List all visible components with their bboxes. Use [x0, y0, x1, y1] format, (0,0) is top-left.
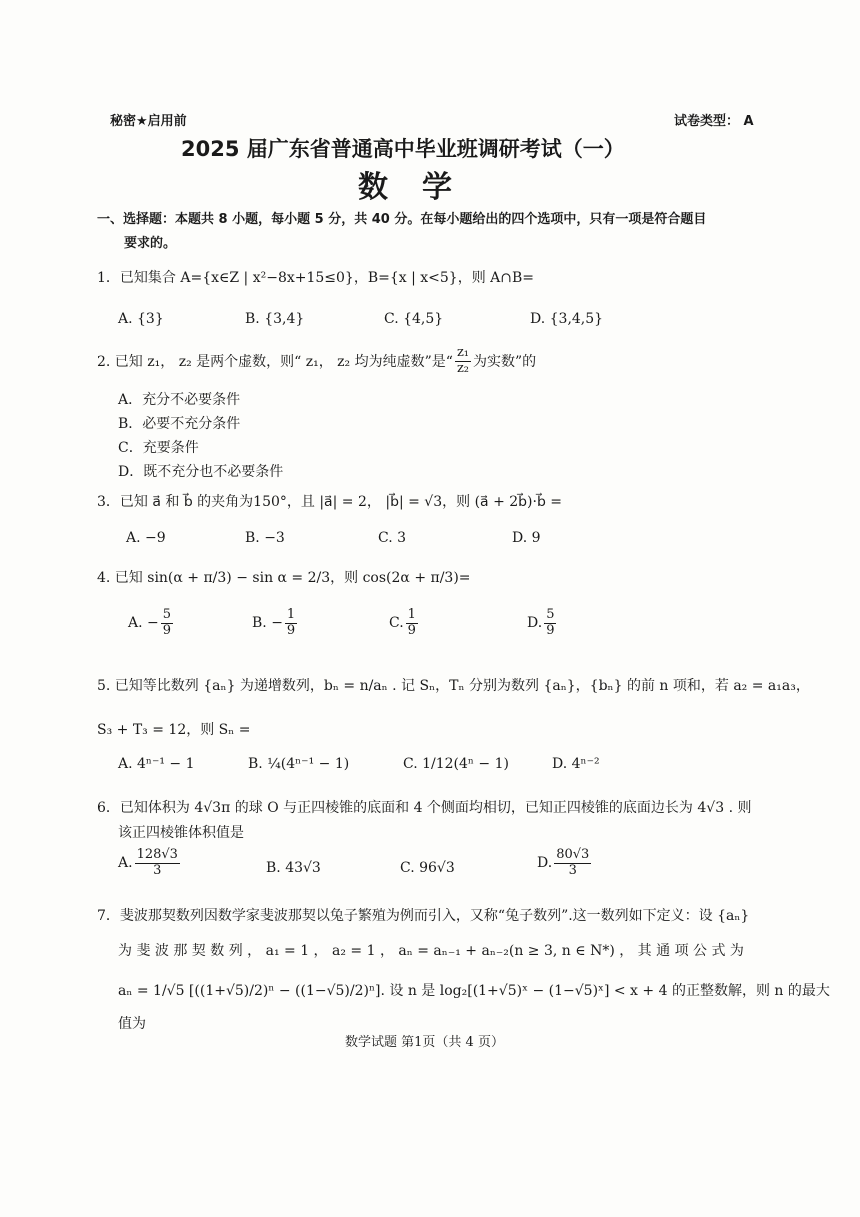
question-5-option-c: C. 1/12(4ⁿ − 1) [403, 756, 509, 772]
question-4-option-a-label: A. − [128, 615, 159, 632]
question-6-option-d-numerator: 80√3 [556, 847, 590, 862]
question-4-option-a-denominator: 9 [162, 622, 172, 638]
question-3-option-d: D. 9 [512, 530, 541, 546]
question-7-line4: 值为 [118, 1016, 146, 1032]
question-3-option-b: B. −3 [245, 530, 285, 546]
question-4-option-a-numerator: 5 [162, 607, 172, 622]
question-3-stem: 3．已知 a⃗ 和 b⃗ 的夹角为150°，且 |a⃗| = 2， |b⃗| = √3，则 (a⃗ + 2b⃗)·b⃗ = [97, 494, 563, 510]
subject-title: 数 学 [358, 170, 454, 205]
question-4-stem: 4. 已知 sin(α + π/3) − sin α = 2/3，则 cos(2α + π/3)= [97, 570, 471, 586]
question-2-option-d: D．既不充分也不必要条件 [118, 464, 284, 480]
page-footer: 数学试题 第1页（共 4 页） [345, 1035, 504, 1050]
question-5-stem-line1: 5. 已知等比数列 {aₙ} 为递增数列，bₙ = n/aₙ . 记 Sₙ，Tₙ 分别为数列 {aₙ}，{bₙ} 的前 n 项和，若 a₂ = a₁a₃， [97, 678, 810, 694]
question-3-option-c: C. 3 [378, 530, 407, 546]
exam-type-label: 试卷类型： A [674, 114, 754, 129]
question-6-option-c: C. 96√3 [400, 860, 455, 876]
confidential-label: 秘密★启用前 [110, 114, 187, 129]
question-4-option-d-label: D. [527, 615, 543, 632]
question-5-option-d: D. 4ⁿ⁻² [552, 756, 600, 772]
question-5-option-a: A. 4ⁿ⁻¹ − 1 [118, 756, 195, 772]
question-4-option-b-denominator: 9 [286, 622, 296, 638]
question-4-option-b-numerator: 1 [286, 607, 296, 622]
question-4-option-b [252, 608, 299, 639]
question-6-option-d [537, 848, 593, 879]
question-6-option-a-denominator: 3 [153, 862, 162, 878]
question-4-option-c-numerator: 1 [407, 607, 416, 622]
section-instruction-line1: 一、选择题：本题共 8 小题，每小题 5 分，共 40 分。在每小题给出的四个选项中，只有一项是符合题目 [97, 212, 707, 227]
question-7-line2: 为 斐 波 那 契 数 列 ， a₁ = 1 ， a₂ = 1 ， aₙ = aₙ₋₁ + aₙ₋₂(n ≥ 3, n ∈ N*) ， 其 通 项 公 式 为 [118, 943, 744, 959]
question-4-option-a [128, 608, 175, 639]
question-2-option-b: B．必要不充分条件 [118, 416, 241, 432]
question-1-option-c: C. {4,5} [384, 311, 444, 327]
question-6-option-a [118, 848, 182, 879]
question-2-fraction-numerator: z₁ [456, 345, 469, 360]
question-2-stem-pre: 2. 已知 z₁， z₂ 是两个虚数，则“ z₁， z₂ 均为纯虚数”是“ [97, 354, 453, 371]
question-2-fraction [455, 346, 471, 377]
question-1-option-b: B. {3,4} [245, 311, 305, 327]
question-6-option-a-label: A. [118, 855, 133, 872]
question-6-option-a-numerator: 128√3 [136, 847, 178, 862]
question-4-option-c-denominator: 9 [407, 622, 416, 638]
question-6-stem-line1: 6．已知体积为 4√3π 的球 O 与正四棱锥的底面和 4 个侧面均相切，已知正四棱锥的底面边长为 4√3 . 则 [97, 800, 752, 816]
question-1-option-a: A. {3} [118, 311, 164, 327]
question-2-stem-post: 为实数”的 [473, 354, 537, 371]
exam-title: 2025 届广东省普通高中毕业班调研考试（一） [181, 137, 625, 161]
question-4-option-b-label: B. − [252, 615, 283, 632]
question-6-option-d-label: D. [537, 855, 553, 872]
question-6-option-d-denominator: 3 [568, 862, 577, 878]
question-2-option-c: C．充要条件 [118, 440, 199, 456]
question-4-option-d [527, 608, 558, 639]
question-1-option-d: D. {3,4,5} [530, 311, 604, 327]
question-4-option-c [389, 608, 420, 639]
question-2-fraction-denominator: z₂ [456, 360, 469, 376]
question-4-option-d-numerator: 5 [546, 607, 555, 622]
question-2-option-a: A．充分不必要条件 [118, 392, 241, 408]
question-5-stem-line2: S₃ + T₃ = 12，则 Sₙ = [97, 722, 251, 738]
question-3-option-a: A. −9 [126, 530, 166, 546]
question-6-stem-line2: 该正四棱锥体积值是 [118, 825, 244, 841]
question-4-option-d-denominator: 9 [546, 622, 555, 638]
question-2-stem [97, 346, 536, 377]
question-7-line1: 7．斐波那契数列因数学家斐波那契以兔子繁殖为例而引入，又称“兔子数列”.这一数列如下定义：设 {aₙ} [97, 908, 750, 924]
question-1-stem: 1．已知集合 A={x∈Z | x²−8x+15≤0}，B={x | x<5}，则 A∩B= [97, 270, 535, 286]
question-4-option-c-label: C. [389, 615, 404, 632]
question-7-line3: aₙ = 1/√5 [((1+√5)/2)ⁿ − ((1−√5)/2)ⁿ]. 设 n 是 log₂[(1+√5)ˣ − (1−√5)ˣ] < x + 4 的正整数解，则 n 的最大 [118, 983, 830, 999]
section-instruction-line2: 要求的。 [124, 236, 177, 251]
question-5-option-b: B. ¼(4ⁿ⁻¹ − 1) [248, 756, 350, 772]
question-6-option-b: B. 43√3 [266, 860, 321, 876]
